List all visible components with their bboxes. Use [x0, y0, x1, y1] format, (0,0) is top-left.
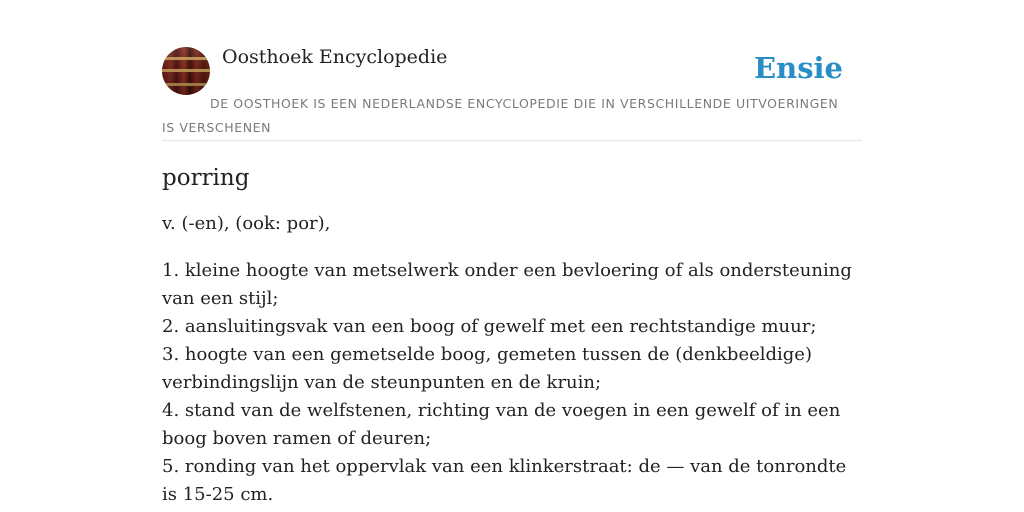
definition-item: 4. stand van de welfstenen, richting van de voegen in een gewelf of in een boog boven ramen of deuren;	[162, 400, 841, 449]
definition-item: 5. ronding van het oppervlak van een klinkerstraat: de — van de tonrondte is 15-25 cm.	[162, 456, 847, 505]
entry-grammar: v. (-en), (ook: por),	[162, 213, 331, 234]
entry-content	[162, 160, 862, 509]
site-header	[162, 40, 862, 141]
definition-item: 3. hoogte van een gemetselde boog, gemeten tussen de (denkbeeldige) verbindingslijn van de steunpunten en de kruin;	[162, 344, 812, 393]
definition-item: 1. kleine hoogte van metselwerk onder een bevloering of als ondersteuning van een stijl;	[162, 260, 852, 309]
site-tagline: DE OOSTHOEK IS EEN NEDERLANDSE ENCYCLOPEDIE DIE IN VERSCHILLENDE UITVOERINGEN IS VERSCHENEN	[162, 96, 839, 135]
encyclopedia-avatar-icon[interactable]	[162, 47, 210, 95]
entry-word: porring	[162, 165, 250, 191]
site-title[interactable]: Oosthoek Encyclopedie	[222, 46, 448, 68]
definition-list	[162, 257, 862, 509]
definition-item: 2. aansluitingsvak van een boog of gewelf met een rechtstandige muur;	[162, 316, 817, 337]
brand-logo-link[interactable]: Ensie	[754, 51, 843, 85]
